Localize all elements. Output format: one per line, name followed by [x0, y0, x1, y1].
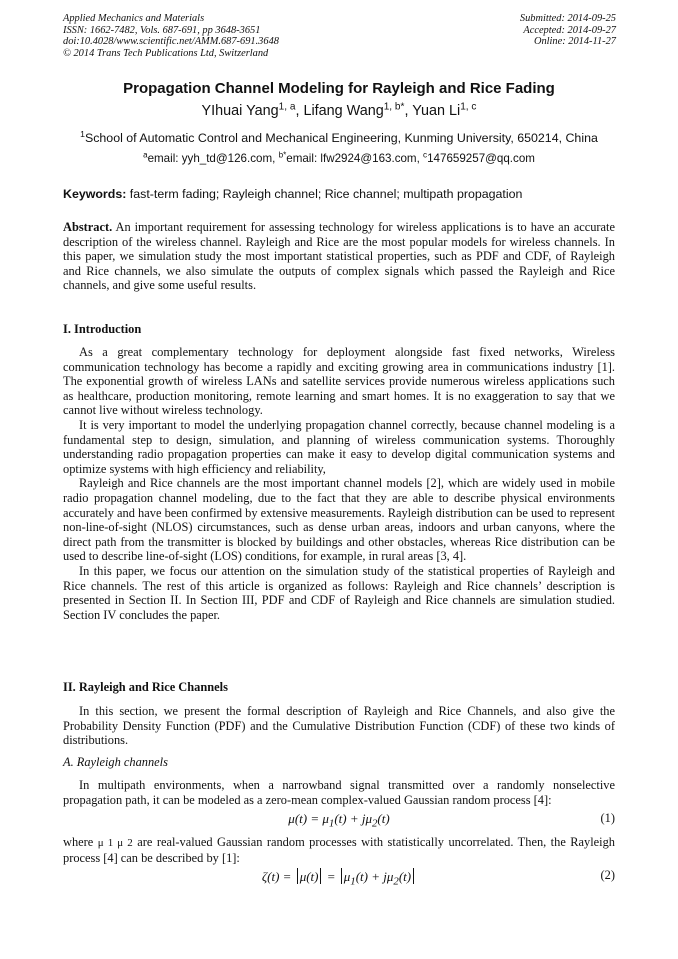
copyright-line: © 2014 Trans Tech Publications Ltd, Switzerland	[63, 47, 269, 59]
keywords-text: fast-term fading; Rayleigh channel; Rice channel; multipath propagation	[126, 187, 523, 201]
affiliation-text: School of Automatic Control and Mechanical Engineering, Kunming University, 650214, China	[84, 131, 598, 145]
journal-header-left	[63, 13, 279, 59]
keywords	[63, 187, 615, 201]
channels-intro	[63, 704, 615, 748]
section-heading-intro: I. Introduction	[63, 322, 142, 336]
email-a[interactable]: email: yyh_td@126.com,	[147, 152, 279, 165]
author-sup: 1, a	[278, 101, 296, 113]
equation-1-expression: $\mu(t) = \mu_1(t) + j\mu_2(t)$	[288, 811, 390, 830]
intro-body	[63, 345, 615, 622]
equation-2-number: (2)	[600, 868, 615, 882]
paragraph: In this section, we present the formal description of Rayleigh and Rice Channels, and also give the Probability Density Function (PDF) and the Cumulative Distribution Function (CDF) of these two kinds of distributions.	[63, 704, 615, 748]
abstract	[63, 220, 615, 293]
equation-1-number: (1)	[600, 811, 615, 825]
abstract-label: Abstract.	[63, 220, 113, 234]
rayleigh-paragraph	[63, 778, 615, 807]
author-list: YIhuai Yang$^{1, a}$, Lifang Wang$^{1, b*}$, Yuan Li$^{1, c}$	[201, 101, 477, 119]
subsection-heading: A. Rayleigh channels	[63, 755, 168, 769]
submitted-date: Submitted: 2014-09-25	[519, 13, 616, 24]
mu-symbols: μ 1 μ 2	[97, 837, 133, 849]
paragraph: In this paper, we focus our attention on the simulation study of the statistical properties of Rayleigh and Rice channels. The rest of this article is organized as follows: Rayleigh and Rice channels’ description is presented in Section II. In Section III, PDF and CDF of Rayleigh and Rice channels are simulation studied. Section IV concludes the paper.	[63, 563, 615, 622]
author-name: Lifang Wang	[303, 103, 384, 119]
author-sup: 1, b*	[383, 101, 405, 113]
section-heading-channels: II. Rayleigh and Rice Channels	[63, 680, 228, 694]
equation-2	[63, 868, 615, 886]
email-c[interactable]: 147659257@qq.com	[427, 152, 535, 165]
equation-2-expression: $\zeta(t) = \mu(t) = \mu_1(t) + j\mu_2(t)$	[63, 868, 615, 888]
online-date: Online: 2014-11-27	[533, 36, 616, 48]
author-sup: 1, c	[460, 101, 477, 113]
paragraph: As a great complementary technology for deployment alongside fast fixed networks, Wireless communication technology has become a rapidly and exciting growing area in communications industry [1]. The exponential growth of wireless LANs and satellite services provide numerous wireless applications such as healthcare, production monitoring, remote learning and smart homes. It is no exaggeration to say that we cannot live without wireless technology.	[63, 345, 615, 418]
author-name: YIhuai Yang	[201, 103, 279, 119]
email-b[interactable]: email: lfw2924@163.com,	[286, 152, 424, 165]
doi-line[interactable]: doi:10.4028/www.scientific.net/AMM.687-691.3648	[63, 36, 279, 48]
issn-line: ISSN: 1662-7482, Vols. 687-691, pp 3648-3651	[63, 24, 261, 36]
email-sup: b*	[278, 150, 287, 160]
equation-1	[63, 811, 615, 829]
paragraph: It is very important to model the underlying propagation channel correctly, because channel modeling is a fundamental step to design, simulation, and planning of wireless communication systems. Thoroughly understanding radio propagation properties can make it easy to develop digital communication systems and optimize systems with high efficiency and reliability,	[63, 417, 615, 476]
email-sup: c	[423, 150, 428, 160]
keywords-label: Keywords:	[63, 187, 127, 201]
affiliation	[0, 131, 678, 145]
where-paragraph: where μ 1 μ 2 are real-valued Gaussian random processes with statistically uncorrelated. Then, the Rayleigh process [4] can be described by [1]:	[63, 835, 615, 865]
paragraph: In multipath environments, when a narrowband signal transmitted over a randomly nonselective propagation path, it can be modeled as a zero-mean complex-valued Gaussian random process [4]:	[63, 778, 615, 807]
abstract-text: An important requirement for assessing technology for wireless applications is to have an accurate description of the wireless channel. Rayleigh and Rice are the most popular models for wireless channels. In this paper, we simulation study the most important statistical properties, such as PDF and CDF, of Rayleigh and Rice channels, we also simulate the outputs of complex signals which passed the Rayleigh and Rice channels, and give some useful results.	[63, 220, 615, 293]
email-sup: a	[143, 150, 148, 160]
paper-title: Propagation Channel Modeling for Rayleigh and Rice Fading	[123, 80, 555, 97]
affiliation-sup: 1	[80, 129, 85, 140]
journal-name: Applied Mechanics and Materials	[63, 13, 205, 24]
email-list	[0, 152, 678, 165]
paragraph: Rayleigh and Rice channels are the most important channel models [2], which are widely used in mobile radio propagation channel modeling, due to the fact that they are able to describe physical environments accurately and have been confirmed by extensive measurements. Rayleigh distribution can be used to represent non-line-of-sight (NLOS) circumstances, such as dense urban areas, indoors and urban canyons, where the direct path from the transmitter is blocked by buildings and other obstacles, whereas Rice distribution can be used to describe line-of-sight (LOS) conditions, for example, in rural areas [3, 4].	[63, 476, 615, 564]
author-name: Yuan Li	[412, 103, 461, 119]
accepted-date: Accepted: 2014-09-27	[523, 24, 616, 36]
journal-header-right	[520, 13, 616, 48]
